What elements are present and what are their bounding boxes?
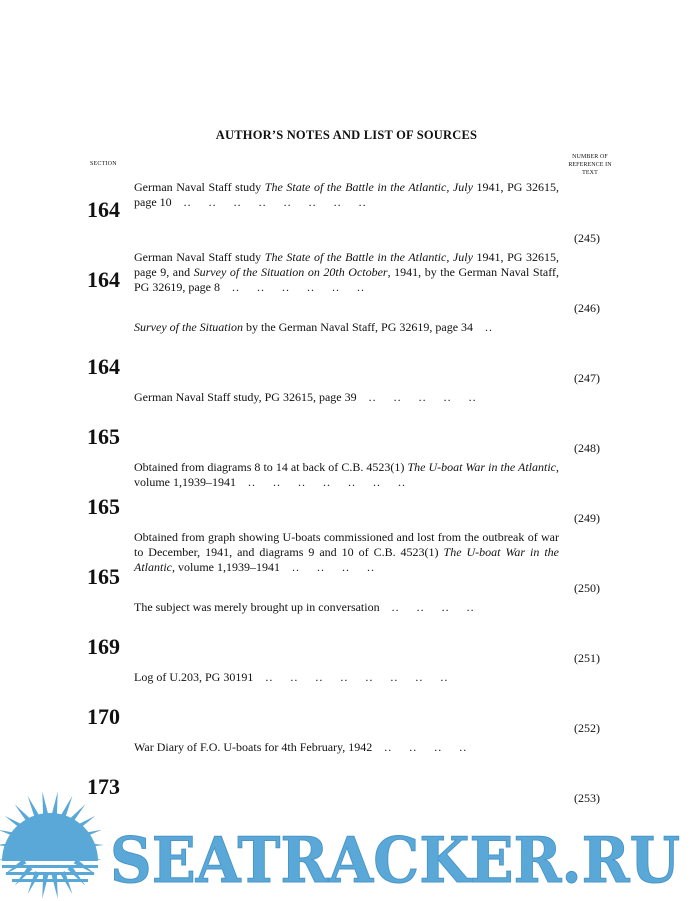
reference-number: (249) [574, 511, 600, 525]
reference-number: (246) [574, 301, 600, 315]
sun-ray [52, 792, 58, 816]
section-number: 165 [87, 494, 120, 519]
source-title-italic: The U-boat War in the Atlantic [407, 460, 556, 474]
section-number: 173 [87, 774, 120, 799]
leader-dots: .. .. .. .. .. .. .. .. [183, 195, 367, 209]
source-entry [0, 250, 693, 320]
watermark-text: SEATRACKER.RU [110, 823, 680, 897]
section-number: 165 [87, 424, 120, 449]
sun-ray [42, 874, 48, 898]
source-text: Log of U.203, PG 30191 [134, 670, 254, 684]
page-title: AUTHOR’S NOTES AND LIST OF SOURCES [215, 128, 478, 142]
sun-ray [52, 874, 58, 898]
source-entry [0, 180, 693, 250]
reference-column-label: NUMBER OF REFERENCE IN TEXT [568, 154, 612, 176]
source-title-italic: The State of the Battle in the Atlantic, July [264, 180, 473, 194]
reference-number: (251) [574, 651, 600, 665]
source-description [134, 530, 559, 575]
source-text: , volume 1,1939–1941 [172, 560, 280, 574]
source-description [134, 320, 559, 335]
leader-dots: .. .. .. .. .. .. [232, 280, 365, 294]
leader-dots: .. .. .. .. [292, 560, 375, 574]
reference-number: (247) [574, 371, 600, 385]
reference-number: (245) [574, 231, 600, 245]
source-description [134, 670, 559, 685]
source-text: War Diary of F.O. U-boats for 4th February, 1942 [134, 740, 373, 754]
source-description [134, 250, 559, 295]
section-number: 165 [87, 564, 120, 589]
leader-dots: .. .. .. .. .. .. .. .. [265, 670, 449, 684]
sun-ray [42, 792, 48, 816]
section-number: 164 [87, 267, 120, 292]
reference-number: (253) [574, 791, 600, 805]
reference-number: (250) [574, 581, 600, 595]
section-number: 170 [87, 704, 120, 729]
source-title-italic: Survey of the Situation on 20th October [193, 265, 388, 279]
source-text: German Naval Staff study [134, 250, 265, 264]
source-entry [0, 460, 693, 530]
source-description [134, 740, 559, 755]
sun-ray [68, 866, 86, 886]
watermark-logo [0, 790, 693, 901]
source-description [134, 460, 559, 490]
source-text: 1941, PG 32615, page 10 [134, 180, 560, 209]
source-title-italic: The U-boat War in the Atlantic [134, 545, 559, 574]
leader-dots: .. .. .. .. .. [368, 390, 477, 404]
source-text: by the German Naval Staff, PG 32619, page 34 [242, 320, 474, 334]
sun-burst-icon [0, 792, 104, 899]
source-text: 1941, PG 32615, page 9, and [134, 250, 560, 279]
source-text: German Naval Staff study [134, 180, 265, 194]
leader-dots: .. .. .. .. [391, 600, 475, 614]
section-number: 164 [87, 354, 120, 379]
section-number: 164 [87, 197, 120, 222]
source-description [134, 600, 559, 615]
source-text: German Naval Staff study, PG 32615, page 39 [134, 390, 357, 404]
section-column-label: SECTION [90, 161, 117, 167]
source-entry [0, 530, 693, 600]
source-title-italic: The State of the Battle in the Atlantic, July [264, 250, 473, 264]
leader-dots: .. .. .. .. .. .. .. [248, 475, 406, 489]
source-description [134, 390, 559, 405]
reference-number: (248) [574, 441, 600, 455]
source-title-italic: Survey of the Situation [134, 320, 243, 334]
leader-dots: .. [485, 320, 494, 334]
leader-dots: .. .. .. .. [384, 740, 468, 754]
source-text: , 1941, by the German Naval Staff, PG 32619, page 8 [134, 265, 559, 294]
sun-ray [15, 866, 33, 886]
source-entry [0, 670, 693, 740]
source-entry [0, 600, 693, 670]
source-text: Obtained from graph showing U-boats commissioned and lost from the outbreak of war to December, 1941, and diagrams 9 and 10 of C.B. 4523(1) [134, 530, 559, 559]
source-entry [0, 320, 693, 390]
source-text: , volume 1,1939–1941 [134, 460, 559, 489]
source-text: The subject was merely brought up in conversation [134, 600, 380, 614]
reference-number: (252) [574, 721, 600, 735]
section-number: 169 [87, 634, 120, 659]
source-entry [0, 390, 693, 460]
source-text: Obtained from diagrams 8 to 14 at back of C.B. 4523(1) [134, 460, 408, 474]
source-description [134, 180, 559, 210]
